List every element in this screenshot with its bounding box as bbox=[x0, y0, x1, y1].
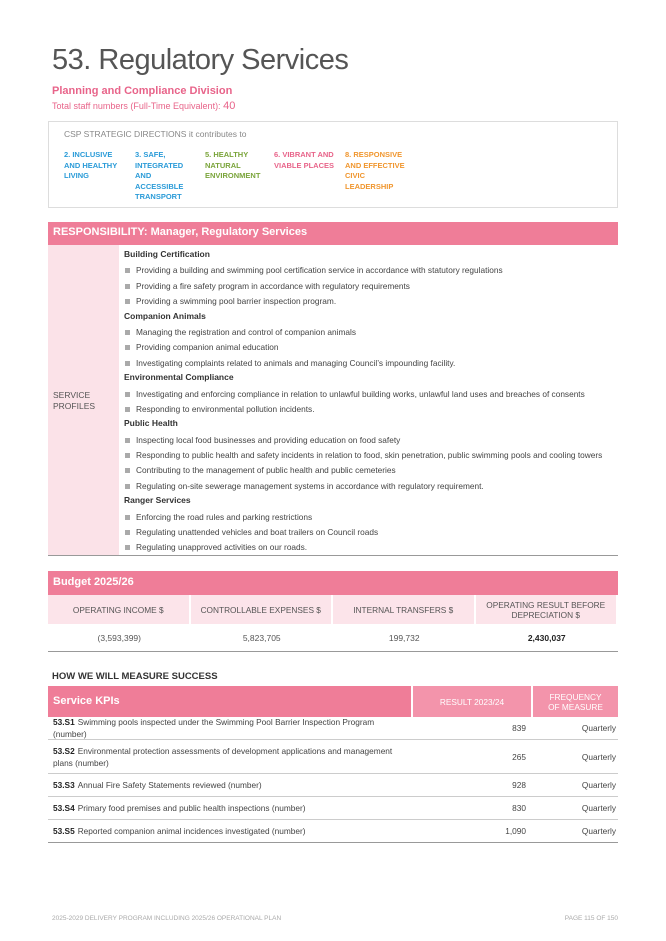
service-list-item: Responding to environmental pollution incidents. bbox=[124, 402, 614, 417]
service-profiles-content bbox=[124, 248, 614, 556]
staff-numbers bbox=[52, 100, 235, 112]
service-list-item: Providing a fire safety program in accordance with regulatory requirements bbox=[124, 279, 614, 294]
measure-success-heading: HOW WE WILL MEASURE SUCCESS bbox=[52, 671, 218, 682]
staff-value: 40 bbox=[223, 100, 236, 112]
kpi-description bbox=[48, 820, 411, 842]
kpi-frequency: Quarterly bbox=[581, 803, 616, 813]
service-list-item: Investigating and enforcing compliance in relation to unlawful building works, unlawful land uses and breaches of consents bbox=[124, 387, 614, 402]
service-profiles bbox=[48, 245, 618, 556]
service-section-heading: Environmental Compliance bbox=[124, 372, 234, 383]
kpi-code: 53.S5 bbox=[53, 826, 75, 836]
service-list-item: Investigating complaints related to animals and managing Council’s impounding facility. bbox=[124, 356, 614, 371]
kpi-row bbox=[48, 717, 618, 740]
service-list-item: Regulating unattended vehicles and boat trailers on Council roads bbox=[124, 525, 614, 540]
kpi-row bbox=[48, 820, 618, 843]
budget-header-row bbox=[48, 595, 618, 624]
kpi-text: Reported companion animal incidences investigated (number) bbox=[77, 826, 306, 836]
budget-internal-transfers: 199,732 bbox=[333, 624, 476, 652]
service-section-heading: Building Certification bbox=[124, 249, 210, 259]
kpi-text: Primary food premises and public health inspections (number) bbox=[77, 803, 306, 813]
kpi-code: 53.S3 bbox=[53, 780, 75, 790]
footer-page-number: PAGE 115 OF 150 bbox=[564, 915, 618, 922]
csp-directions-box bbox=[48, 121, 618, 208]
page-title: 53. Regulatory Services bbox=[52, 44, 349, 76]
kpi-text: Swimming pools inspected under the Swimming Pool Barrier Inspection Program (number) bbox=[53, 717, 375, 739]
service-section-heading: Public Health bbox=[124, 418, 178, 429]
kpi-code: 53.S1 bbox=[53, 717, 75, 727]
service-list-item: Inspecting local food businesses and providing education on food safety bbox=[124, 433, 614, 448]
csp-direction-5: 5. HEALTHY NATURAL ENVIRONMENT bbox=[205, 150, 261, 180]
budget-header: Budget 2025/26 bbox=[48, 571, 618, 595]
csp-direction-2: 2. INCLUSIVE AND HEALTHY LIVING bbox=[64, 150, 118, 180]
csp-label: CSP STRATEGIC DIRECTIONS it contributes to bbox=[64, 129, 247, 139]
kpi-header-title: Service KPIs bbox=[48, 686, 411, 717]
budget-value-row bbox=[48, 624, 618, 652]
budget-col-controllable-expenses: CONTROLLABLE EXPENSES $ bbox=[191, 595, 334, 624]
service-list-item: Regulating on-site sewerage management systems in accordance with regulatory requirement. bbox=[124, 479, 614, 494]
kpi-result: 1,090 bbox=[505, 826, 526, 836]
service-list-item: Enforcing the road rules and parking restrictions bbox=[124, 510, 614, 525]
staff-label: Total staff numbers (Full-Time Equivalent): bbox=[52, 101, 221, 111]
kpi-row bbox=[48, 774, 618, 797]
service-list-item: Regulating unapproved activities on our roads. bbox=[124, 540, 614, 555]
csp-direction-3: 3. SAFE, INTEGRATED AND ACCESSIBLE TRANSPORT bbox=[135, 150, 184, 201]
kpi-row bbox=[48, 740, 618, 774]
kpi-result: 265 bbox=[512, 751, 526, 762]
division-title: Planning and Compliance Division bbox=[52, 85, 233, 97]
kpi-text: Environmental protection assessments of development applications and management plans (number) bbox=[53, 745, 393, 768]
kpi-code: 53.S4 bbox=[53, 803, 75, 813]
budget-col-internal-transfers: INTERNAL TRANSFERS $ bbox=[333, 595, 476, 624]
kpi-row bbox=[48, 797, 618, 820]
kpi-result: 830 bbox=[512, 803, 526, 813]
kpi-header-row bbox=[48, 686, 618, 717]
budget-operating-income: (3,593,399) bbox=[48, 624, 191, 652]
kpi-table bbox=[48, 686, 618, 843]
kpi-description bbox=[48, 740, 411, 773]
service-list-item: Managing the registration and control of companion animals bbox=[124, 325, 614, 340]
footer-document-title: 2025-2029 DELIVERY PROGRAM INCLUDING 2025/26 OPERATIONAL PLAN bbox=[52, 915, 282, 922]
kpi-result: 928 bbox=[512, 780, 526, 790]
service-list-item: Providing a building and swimming pool certification service in accordance with statutory regulations bbox=[124, 263, 614, 278]
budget-controllable-expenses: 5,823,705 bbox=[191, 624, 334, 652]
service-section-heading: Companion Animals bbox=[124, 310, 206, 321]
kpi-header-frequency: FREQUENCY OF MEASURE bbox=[533, 686, 618, 717]
budget-col-operating-income: OPERATING INCOME $ bbox=[48, 595, 191, 624]
kpi-frequency: Quarterly bbox=[581, 780, 616, 790]
budget-operating-result: 2,430,037 bbox=[476, 624, 619, 652]
kpi-code: 53.S2 bbox=[53, 745, 75, 756]
kpi-text: Annual Fire Safety Statements reviewed (number) bbox=[77, 780, 262, 790]
kpi-description bbox=[48, 717, 411, 739]
kpi-frequency: Quarterly bbox=[581, 723, 616, 733]
service-profiles-label: SERVICE PROFILES bbox=[53, 390, 96, 411]
kpi-frequency: Quarterly bbox=[581, 751, 616, 762]
service-list-item: Providing a swimming pool barrier inspection program. bbox=[124, 294, 614, 309]
responsibility-header: RESPONSIBILITY: Manager, Regulatory Services bbox=[48, 222, 618, 245]
kpi-frequency: Quarterly bbox=[581, 826, 616, 836]
service-profiles-label-column bbox=[48, 245, 119, 555]
budget-col-operating-result: OPERATING RESULT BEFORE DEPRECIATION $ bbox=[476, 595, 619, 624]
csp-direction-8: 8. RESPONSIVE AND EFFECTIVE CIVIC LEADERSHIP bbox=[345, 150, 405, 191]
service-list-item: Contributing to the management of public health and public cemeteries bbox=[124, 463, 614, 478]
budget-table bbox=[48, 595, 618, 652]
service-section-heading: Ranger Services bbox=[124, 495, 191, 506]
service-list-item: Responding to public health and safety incidents in relation to food, skin penetration, public swimming pools and cooling towers bbox=[124, 448, 614, 463]
service-list-item: Providing companion animal education bbox=[124, 340, 614, 355]
csp-direction-6: 6. VIBRANT AND VIABLE PLACES bbox=[274, 150, 335, 170]
kpi-description bbox=[48, 774, 411, 796]
kpi-result: 839 bbox=[512, 723, 526, 733]
kpi-description bbox=[48, 797, 411, 819]
kpi-header-result: RESULT 2023/24 bbox=[413, 686, 531, 717]
